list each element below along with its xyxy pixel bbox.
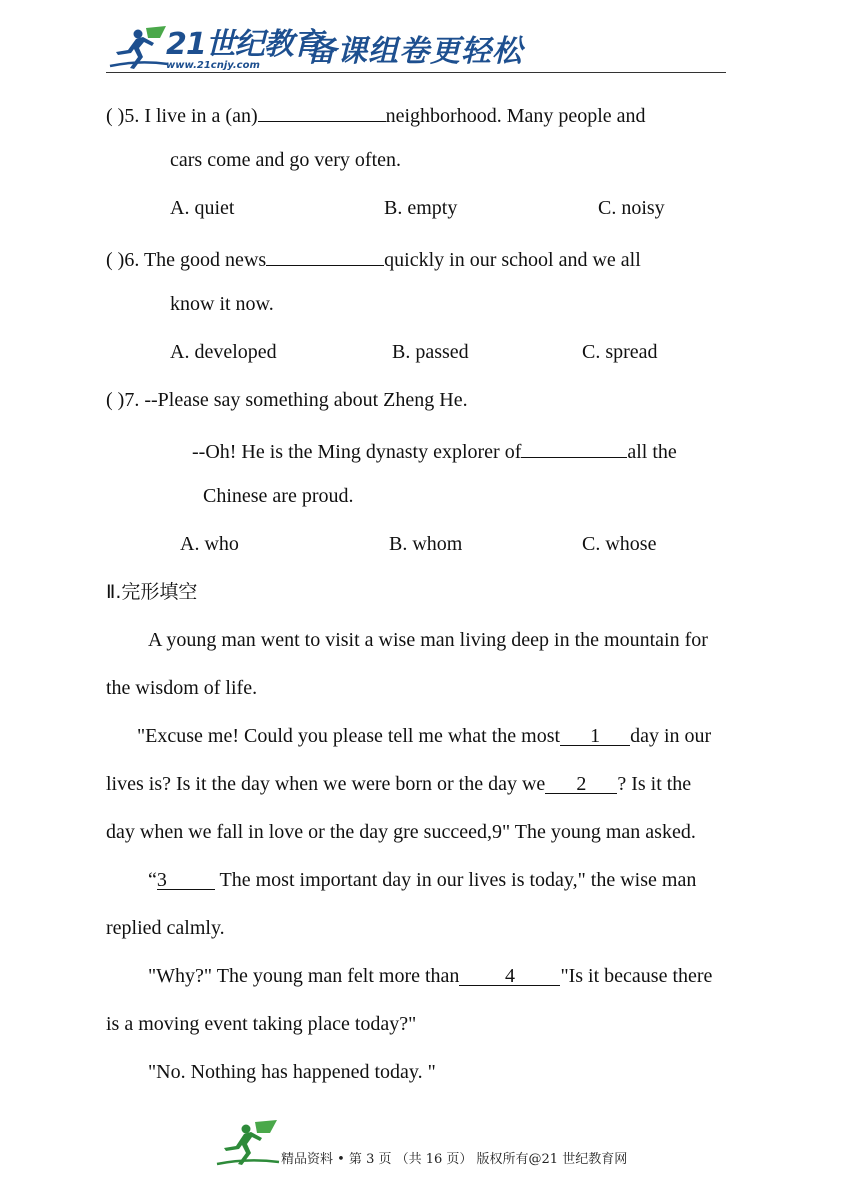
passage-line: A young man went to visit a wise man living deep in the mountain for [148,629,708,651]
answer-paren: ( ) [106,389,125,411]
passage-line: replied calmly. [106,917,225,939]
page-footer [215,1118,675,1170]
cloze-blank-2: 2 [545,772,617,794]
question-5-continuation: cars come and go very often. [170,149,402,171]
option-c: C. spread [582,341,658,363]
answer-paren: ( ) [106,249,125,271]
option-a: A. developed [170,341,277,363]
answer-blank [521,436,627,458]
option-b: B. passed [392,341,469,363]
question-5 [106,100,646,128]
passage-line: “3 The most important day in our lives is today," the wise man [148,869,697,891]
question-7-line2 [192,436,677,464]
question-7-continuation: Chinese are proud. [203,485,354,507]
question-text-after: quickly in our school and we all [384,249,641,271]
footer-text: 精品资料 • 第 3 页 （共 16 页） 版权所有@21 世纪教育网 [281,1152,628,1167]
header-slogan: 备课组卷更轻松 [306,34,523,69]
passage-line: "No. Nothing has happened today. " [148,1061,436,1083]
question-7 [106,388,468,412]
answer-paren: ( ) [106,105,125,127]
page-header [106,22,726,74]
question-6-continuation: know it now. [170,293,274,315]
answer-blank [266,244,384,266]
question-text: 5. I live in a (an) [124,105,258,127]
logo-url: www.21cnjy.com [166,60,260,71]
option-c: C. whose [582,533,657,555]
question-text: 6. The good news [124,249,267,271]
cloze-blank-1: 1 [560,724,630,746]
question-text-after: all the [627,441,677,463]
logo-text: 21世纪教育 [166,27,322,62]
cloze-blank-4: 4 [459,964,560,986]
header-divider [106,72,726,73]
passage-line: is a moving event taking place today?" [106,1013,417,1035]
runner-logo-icon [108,24,172,70]
question-text: 7. --Please say something about Zheng He. [124,389,468,411]
cloze-blank-3: 3 [157,868,215,890]
answer-blank [258,100,386,122]
option-c: C. noisy [598,197,665,219]
question-text: --Oh! He is the Ming dynasty explorer of [192,441,522,463]
option-a: A. quiet [170,197,235,219]
option-b: B. empty [384,197,458,219]
question-text-after: neighborhood. Many people and [385,105,646,127]
passage-line: lives is? Is it the day when we were born or the day we 2 ? Is it the [106,773,692,795]
option-a: A. who [180,533,239,555]
question-6 [106,244,641,272]
passage-line: "Why?" The young man felt more than 4 "Is it because there [148,965,713,987]
option-b: B. whom [389,533,463,555]
runner-logo-icon [215,1118,281,1168]
passage-line: "Excuse me! Could you please tell me what the most 1 day in our [137,725,712,747]
passage-line: day when we fall in love or the day gre succeed,9" The young man asked. [106,821,696,843]
passage-line: the wisdom of life. [106,677,258,699]
section-title: Ⅱ.完形填空 [106,581,198,603]
